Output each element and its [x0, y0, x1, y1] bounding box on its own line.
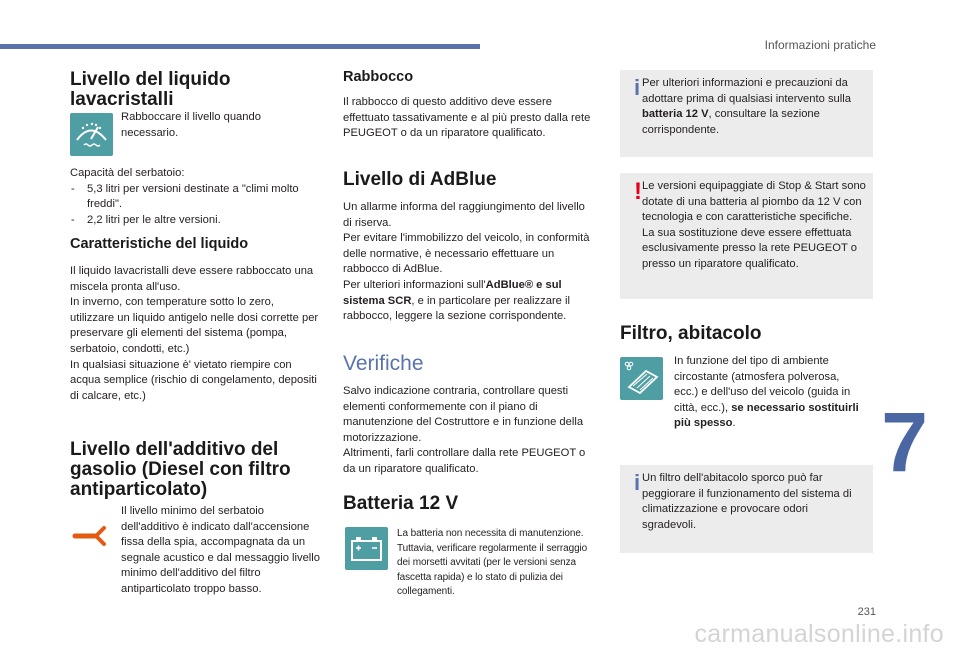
warning-icon: !: [634, 178, 642, 205]
chapter-number: 7: [881, 395, 928, 489]
battery-title: Batteria 12 V: [343, 493, 459, 514]
washer-fluid-icon: [70, 113, 113, 156]
adblue-text: [343, 200, 596, 325]
fluid-characteristics-title: Caratteristiche del liquido: [70, 236, 249, 252]
battery-warning-box: [620, 173, 873, 299]
info-icon: i: [634, 470, 641, 495]
checks-paragraph: Salvo indicazione contraria, controllare questi elementi conformemente con il piano di manutenzione del Costruttore e in funzione della motorizzazione.: [343, 385, 584, 444]
fluid-paragraph: In qualsiasi situazione è' vietato riempire con acqua semplice (rischio di congelamento, depositi di calcare, etc.): [70, 358, 317, 402]
adblue-title: Livello di AdBlue: [343, 169, 497, 190]
refill-title: Rabbocco: [343, 69, 414, 85]
battery-warning-text: [642, 179, 870, 273]
checks-title: Verifiche: [343, 352, 424, 375]
warning-paragraph: Le versioni equipaggiate di Stop & Start sono dotate di una batteria al piombo da 12 V con tecnologia e con caratteristiche specifiche.: [642, 180, 866, 224]
battery-info-text: Per ulteriori informazioni e precauzioni da adottare prima di qualsiasi intervento sulla batteria 12 V, consultare la sezione corrispondente.: [642, 77, 851, 136]
cabin-filter-title: Filtro, abitacolo: [620, 323, 762, 344]
wrench-icon: [72, 522, 110, 548]
battery-icon: [345, 527, 388, 570]
cabin-filter-icon: [620, 357, 663, 400]
cabin-filter-text: In funzione del tipo di ambiente circostante (atmosfera polverosa, ecc.) e dell'uso del veicolo (guida in città, ecc.), se necessario sostituirli più spesso.: [674, 355, 859, 430]
checks-text: [343, 384, 598, 478]
fluid-paragraph: Il liquido lavacristalli deve essere rabboccato una miscela pronta all'uso.: [70, 265, 314, 293]
washer-fluid-text: Rabboccare il livello quando necessario.: [121, 111, 261, 139]
adblue-paragraph: Un allarme informa del raggiungimento del livello di riserva.: [343, 201, 585, 229]
capacity-item: - 5,3 litri per versioni destinate a "climi molto freddi".: [70, 182, 320, 213]
capacity-label: Capacità del serbatoio:: [70, 167, 185, 179]
battery-text: La batteria non necessita di manutenzione. Tuttavia, verificare regolarmente il serraggio dei morsetti avvitati (per le versioni senza fascetta rapida) e lo stato di pulizia dei collegamenti.: [397, 528, 588, 597]
checks-paragraph: Altrimenti, farli controllare dalla rete PEUGEOT o da un riparatore qualificato.: [343, 447, 586, 475]
section-title: Informazioni pratiche: [764, 38, 876, 52]
page-number: 231: [857, 606, 876, 618]
fluid-characteristics-text: [70, 264, 320, 404]
watermark: carmanualsonline.info: [694, 620, 944, 648]
additive-title: Livello dell'additivo del gasolio (Diesel con filtro antiparticolato): [70, 439, 291, 500]
adblue-paragraph: Per evitare l'immobilizzo del veicolo, in conformità delle normative, è necessario effettuare un rabbocco di AdBlue.: [343, 232, 590, 276]
filter-info-text: Un filtro dell'abitacolo sporco può far peggiorare il funzionamento del sistema di climatizzazione e provocare odori sgradevoli.: [642, 472, 852, 531]
capacity-list: [70, 182, 320, 229]
adblue-more-info: Per ulteriori informazioni sull'AdBlue® e sul sistema SCR, e in particolare per realizzare il rabbocco, leggere la sezione corrispondente.: [343, 278, 570, 323]
refill-text: Il rabbocco di questo additivo deve essere effettuato tassativamente e al più presto dalla rete PEUGEOT o da un riparatore qualificato.: [343, 96, 591, 140]
filter-info-box: [620, 465, 873, 553]
additive-text: Il livello minimo del serbatoio dell'additivo è indicato dall'accensione fissa della spia, accompagnata da un segnale acustico e dal messaggio livello minimo dell'additivo del filtro antiparticolato troppo basso.: [121, 505, 321, 595]
fluid-paragraph: In inverno, con temperature sotto lo zero, utilizzare un liquido antigelo nelle dosi corrette per preservare gli elementi del sistema (pompa, serbatoio, condotti, etc.): [70, 296, 319, 355]
top-accent-bar: [0, 44, 480, 49]
warning-paragraph: La sua sostituzione deve essere effettuata esclusivamente presso la rete PEUGEOT o presso un riparatore qualificato.: [642, 226, 857, 270]
info-icon: i: [634, 75, 641, 100]
capacity-item: - 2,2 litri per le altre versioni.: [70, 213, 320, 229]
washer-fluid-title: Livello del liquido lavacristalli: [70, 69, 231, 110]
capacity-block: [70, 166, 320, 228]
battery-info-box: [620, 70, 873, 157]
